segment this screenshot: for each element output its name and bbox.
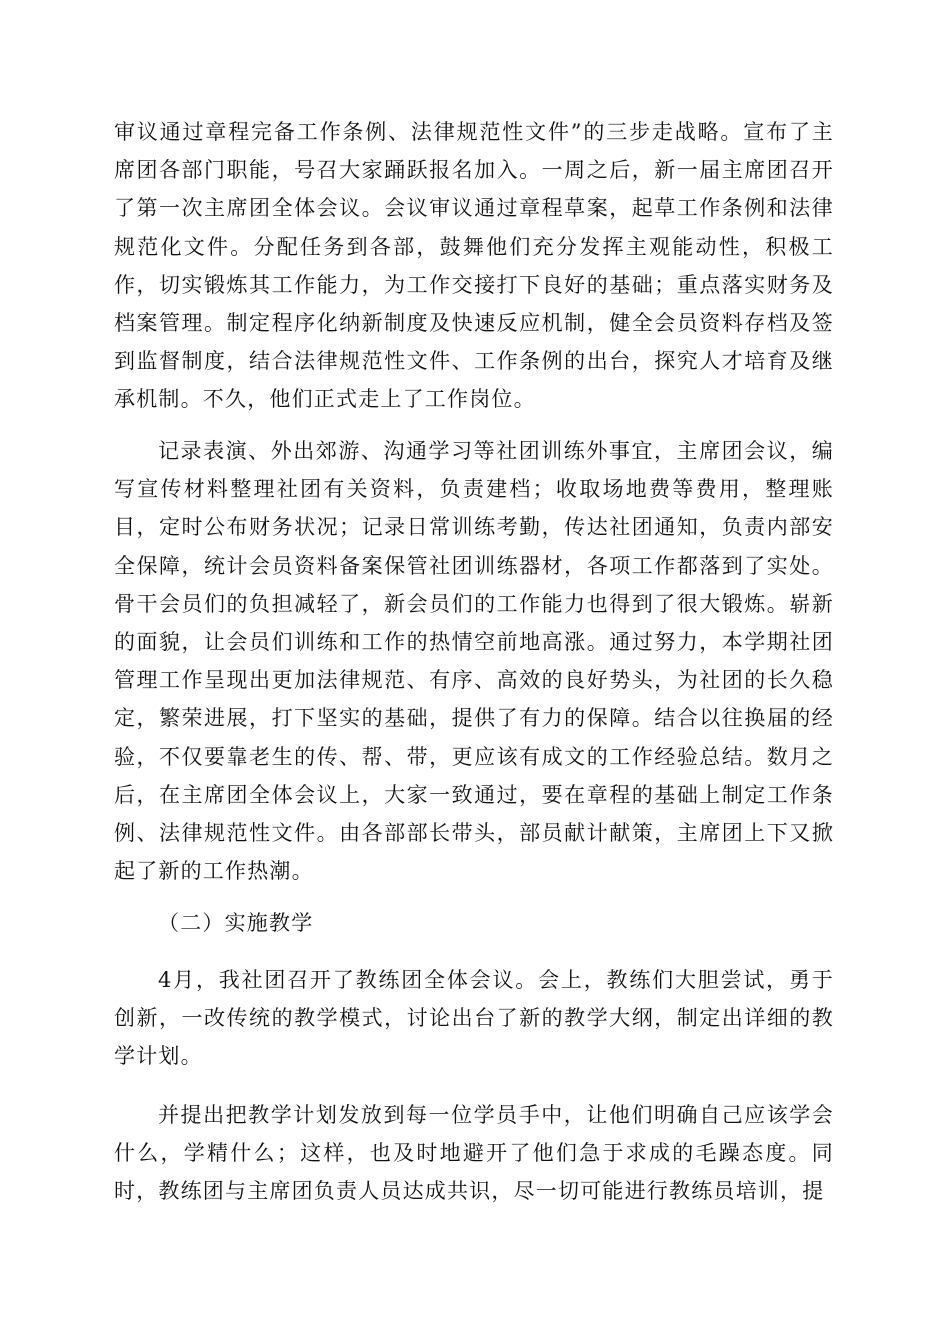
paragraph-body-1: 审议通过章程完备工作条例、法律规范性文件”的三步走战略。宣布了主席团各部门职能，号召大家踊跃报名加入。一周之后，新一届主席团召开了第一次主席团全体会议。会议审议通过章程草案，起草工作条例和法律规范化文件。分配任务到各部，鼓舞他们充分发挥主观能动性，积极工作，切实锻炼其工作能力，为工作交接打下良好的基础；重点落实财务及档案管理。制定程序化纳新制度及快速反应机制，健全会员资料存档及签到监督制度，结合法律规范性文件、工作条例的出台，探究人才培育及继承机制。不久，他们正式走上了工作岗位。 bbox=[114, 120, 834, 412]
paragraph-body-2: 记录表演、外出郊游、沟通学习等社团训练外事宜，主席团会议，编写宣传材料整理社团有关资料，负责建档；收取场地费等费用，整理账目，定时公布财务状况；记录日常训练考勤，传达社团通知，负责内部安全保障，统计会员资料备案保管社团训练器材，各项工作都落到了实处。骨干会员们的负担减轻了，新会员们的工作能力也得到了很大锻炼。崭新的面貌，让会员们训练和工作的热情空前地高涨。通过努力，本学期社团管理工作呈现出更加法律规范、有序、高效的良好势头，为社团的长久稳定，繁荣进展，打下坚实的基础，提供了有力的保障。结合以往换届的经验，不仅要靠老生的传、帮、带，更应该有成文的工作经验总结。数月之后，在主席团全体会议上，大家一致通过，要在章程的基础上制定工作条例、法律规范性文件。由各部部长带头，部员献计献策，主席团上下又掀起了新的工作热潮。 bbox=[114, 439, 834, 884]
paragraph-body-4: 并提出把教学计划发放到每一位学员手中，让他们明确自己应该学会什么，学精什么；这样，也及时地避开了他们急于求成的毛躁态度。同时，教练团与主席团负责人员达成共识，尽一切可能进行教练员培训，提 bbox=[114, 1103, 834, 1204]
paragraph-body-3: 4月，我社团召开了教练团全体会议。会上，教练们大胆尝试，勇于创新，一改传统的教学模式，讨论出台了新的教学大纲，制定出详细的教学计划。 bbox=[114, 968, 834, 1069]
section-heading-implement-teaching: （二）实施教学 bbox=[158, 911, 314, 935]
